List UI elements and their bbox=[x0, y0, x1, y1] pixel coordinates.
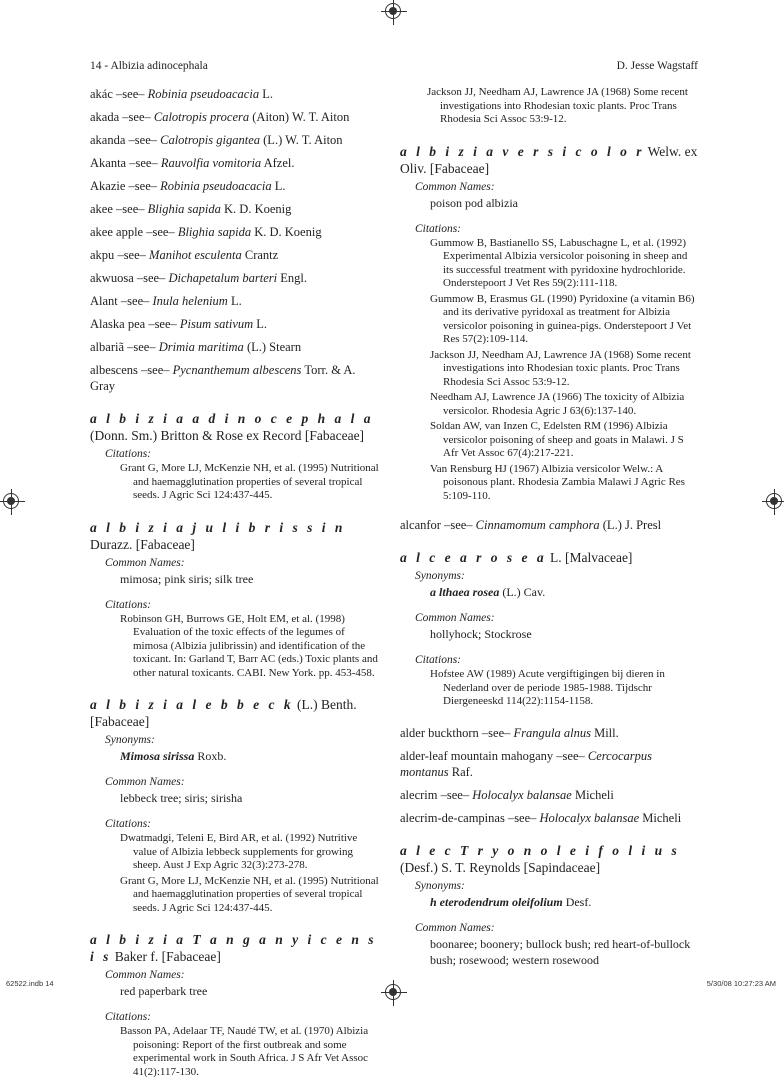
species-heading: a l b i z i a T a n g a n y i c e n s i s Baker f. [Fabaceae] bbox=[90, 932, 377, 964]
citation: Grant G, More LJ, McKenzie NH, et al. (1995) Nutritional and haemagglutination properties of several tropical seeds. J Agric Sci 124:437-445. bbox=[120, 874, 379, 914]
registration-mark-right-icon bbox=[766, 493, 782, 509]
synonym: a lthaea rosea (L.) Cav. bbox=[430, 585, 546, 599]
citation: Hofstee AW (1989) Acute vergiftigingen bij dieren in Nederland over de periode 1985-1988. Tijdschr Diergeneeskd 114(22):1154-1158. bbox=[430, 668, 665, 707]
section-label: Common Names: bbox=[105, 776, 185, 788]
section-label: Common Names: bbox=[415, 180, 495, 193]
header-right: D. Jesse Wagstaff bbox=[616, 60, 698, 72]
citation: Basson PA, Adelaar TF, Naudé TW, et al. (1970) Albizia poisoning: Report of the first outbreak and some experimental work in South Africa. J S Afr Vet Assoc 41(2):117-130. bbox=[120, 1025, 369, 1078]
citation: Jackson JJ, Needham AJ, Lawrence JA (1968) Some recent investigations into Rhodesian toxic plants. Proc Trans Rhodesia Sci Assoc 53:9-12. bbox=[430, 348, 691, 388]
see-entry: alcanfor –see– Cinnamomum camphora (L.) J. Presl bbox=[400, 518, 662, 532]
citation: Van Rensburg HJ (1967) Albizia versicolor Welw.: A poisonous plant. Rhodesia Zambia Malawi J Agric Res 5:109-110. bbox=[430, 462, 685, 502]
synonym: h eterodendrum oleifolium Desf. bbox=[430, 894, 592, 909]
citation: Jackson JJ, Needham AJ, Lawrence JA (1968) Some recent investigations into Rhodesian toxic plants. Proc Trans Rhodesia Sci Assoc 53:9-12. bbox=[427, 86, 688, 125]
citation: Soldan AW, van Inzen C, Edelsten RM (1996) Albizia versicolor poisoning of sheep and goats in Malawi. J S Afr Vet Assoc 67(4):217-221. bbox=[430, 420, 684, 459]
common-names: boonaree; boonery; bullock bush; red heart-of-bullock bush; rosewood; western rosewood bbox=[430, 936, 691, 967]
citation: Gummow B, Bastianello SS, Labuschagne L, et al. (1992) Experimental Albizia versicolor poisoning in sheep and its successful treatment with pyridoxine hydrochloride. Onderstepoort J Vet Res 59(2):111-118. bbox=[430, 236, 688, 289]
section-label: Common Names: bbox=[105, 969, 185, 981]
left-column bbox=[90, 86, 382, 1081]
registration-mark-top-icon bbox=[385, 3, 401, 19]
see-entry: alder-leaf mountain mahogany –see– Cercocarpus montanus Raf. bbox=[400, 748, 653, 779]
citation: Gummow B, Erasmus GL (1990) Pyridoxine (a vitamin B6) and its derivative pyridoxal as treatment for Albizia versicolor poisoning in guinea-pigs. Onderstepoort J Vet Res 57(2):109-114. bbox=[430, 292, 695, 345]
section-label: Citations: bbox=[105, 448, 152, 460]
section-label: Common Names: bbox=[415, 921, 495, 934]
see-entry: Akazie –see– Robinia pseudoacacia L. bbox=[90, 179, 286, 193]
see-entry: Alaska pea –see– Pisum sativum L. bbox=[90, 317, 268, 331]
see-entry: alecrim-de-campinas –see– Holocalyx balansae Micheli bbox=[400, 810, 682, 825]
see-entry: akác –see– Robinia pseudoacacia L. bbox=[90, 87, 273, 101]
common-names: red paperbark tree bbox=[120, 984, 208, 998]
section-label: Citations: bbox=[105, 598, 152, 611]
footer-left: 62522.indb 14 bbox=[6, 979, 54, 988]
see-entry: alecrim –see– Holocalyx balansae Micheli bbox=[400, 787, 614, 802]
species-heading: a l b i z i a l e b b e c k (L.) Benth. [Fabaceae] bbox=[90, 697, 357, 729]
species-heading: a l b i z i a a d i n o c e p h a l a (Donn. Sm.) Britton & Rose ex Record [Fabaceae] bbox=[90, 411, 374, 443]
species-heading: a l e c T r y o n o l e i f o l i u s (Desf.) S. T. Reynolds [Sapindaceae] bbox=[400, 842, 680, 875]
see-entry: akpu –see– Manihot esculenta Crantz bbox=[90, 248, 279, 262]
section-label: Synonyms: bbox=[415, 570, 465, 582]
citation: Dwatmadgi, Teleni E, Bird AR, et al. (1992) Nutritive value of Albizia lebbeck supplements for growing sheep. Aust J Exp Agric 32(3):273-278. bbox=[120, 832, 358, 871]
see-entry: albariã –see– Drimia maritima (L.) Stearn bbox=[90, 340, 302, 354]
registration-mark-bottom-icon bbox=[385, 984, 401, 1000]
see-entry: akee –see– Blighia sapida K. D. Koenig bbox=[90, 202, 292, 216]
section-label: Synonyms: bbox=[415, 879, 465, 892]
footer-right: 5/30/08 10:27:23 AM bbox=[706, 979, 776, 988]
citation: Needham AJ, Lawrence JA (1966) The toxicity of Albizia versicolor. Rhodesia Agric J 63(6):137-140. bbox=[430, 391, 685, 417]
citation: Grant G, More LJ, McKenzie NH, et al. (1995) Nutritional and haemagglutination properties of several tropical seeds. J Agric Sci 124:437-445. bbox=[120, 462, 379, 501]
see-entry: Alant –see– Inula helenium L. bbox=[90, 294, 242, 308]
species-heading: a l b i z i a j u l i b r i s s i n Durazz. [Fabaceae] bbox=[90, 519, 346, 552]
see-entry: akwuosa –see– Dichapetalum barteri Engl. bbox=[90, 271, 307, 285]
section-label: Citations: bbox=[415, 222, 462, 235]
section-label: Citations: bbox=[415, 654, 462, 666]
right-column bbox=[400, 86, 700, 968]
synonym: Mimosa sirissa Roxb. bbox=[120, 749, 227, 763]
see-entry: akee apple –see– Blighia sapida K. D. Koenig bbox=[90, 225, 322, 239]
see-entry: akanda –see– Calotropis gigantea (L.) W. T. Aiton bbox=[90, 133, 343, 147]
header-left: 14 - Albizia adinocephala bbox=[90, 60, 208, 72]
common-names: hollyhock; Stockrose bbox=[430, 627, 532, 641]
species-heading: a l b i z i a v e r s i c o l o r Welw. ex Oliv. [Fabaceae] bbox=[400, 143, 698, 176]
section-label: Synonyms: bbox=[105, 734, 155, 746]
section-label: Common Names: bbox=[415, 612, 495, 624]
species-heading: a l c e a r o s e a L. [Malvaceae] bbox=[400, 550, 633, 565]
section-label: Common Names: bbox=[105, 556, 185, 569]
see-entry: albescens –see– Pycnanthemum albescens Torr. & A. Gray bbox=[90, 363, 356, 393]
registration-mark-left-icon bbox=[3, 493, 19, 509]
section-label: Citations: bbox=[105, 818, 152, 830]
common-names: poison pod albizia bbox=[430, 195, 518, 210]
section-label: Citations: bbox=[105, 1011, 152, 1023]
common-names: lebbeck tree; siris; sirisha bbox=[120, 791, 243, 805]
see-entry: Akanta –see– Rauvolfia vomitoria Afzel. bbox=[90, 156, 295, 170]
citation: Robinson GH, Burrows GE, Holt EM, et al. (1998) Evaluation of the toxic effects of the legumes of mimosa (Albizia julibrissin) and identification of the toxicant. In: Garland T, Barr AC (eds.) Toxic plants and other natural toxicants. CABI. New York. pp. 453-458. bbox=[120, 612, 378, 679]
common-names: mimosa; pink siris; silk tree bbox=[120, 571, 254, 586]
see-entry: akada –see– Calotropis procera (Aiton) W. T. Aiton bbox=[90, 110, 350, 124]
see-entry: alder buckthorn –see– Frangula alnus Mill. bbox=[400, 725, 619, 740]
